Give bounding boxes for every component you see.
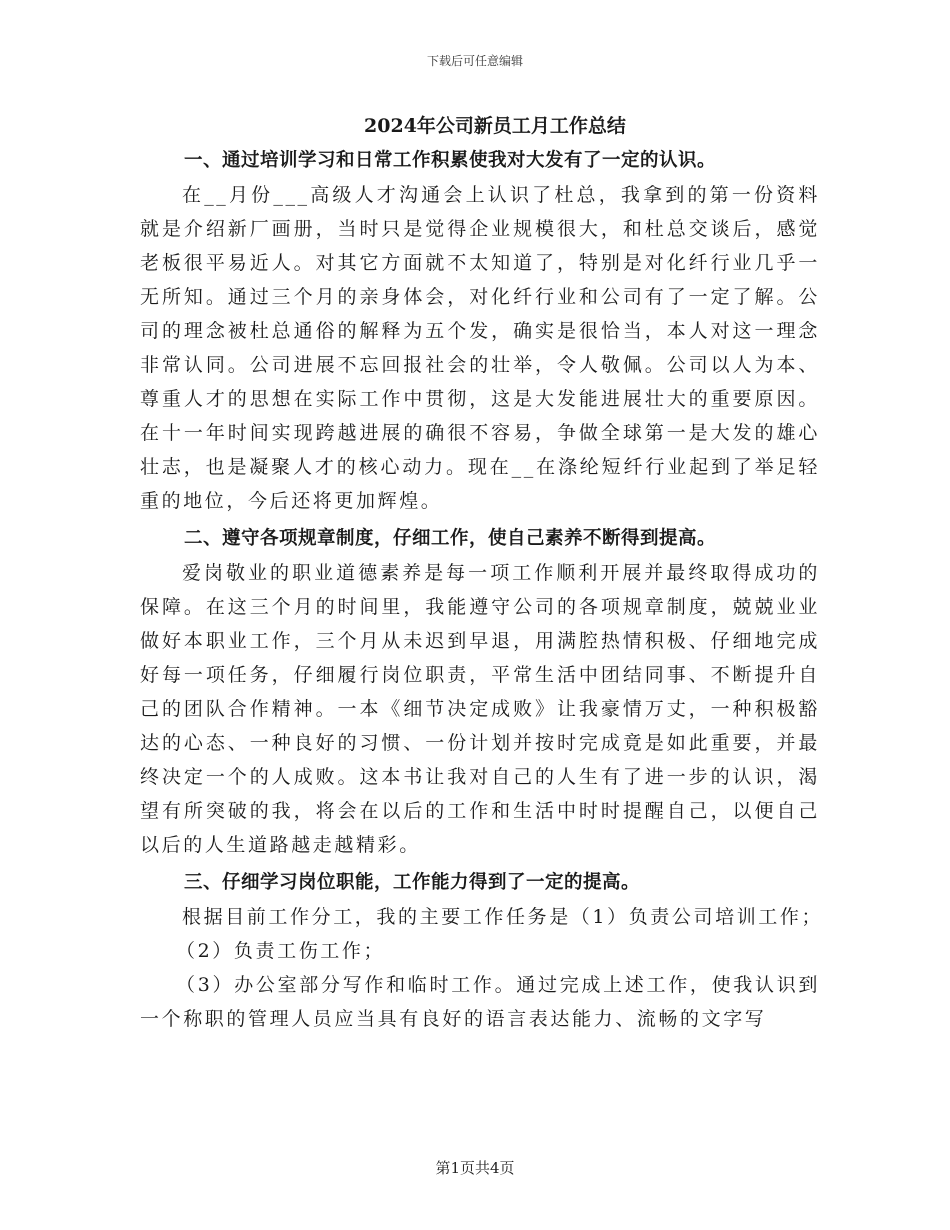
page-header: 下载后可任意编辑 (426, 54, 523, 68)
section-list-item: （2）负责工伤工作； (176, 940, 386, 962)
section-paragraph: 根据目前工作分工，我的主要工作任务是（1）负责公司培训工作； (182, 906, 824, 928)
section-heading: 二、遵守各项规章制度，仔细工作，使自己素养不断得到提高。 (184, 528, 717, 549)
section-2 (140, 522, 820, 862)
section-list-item: （3）办公室部分写作和临时工作。通过完成上述工作，使我认识到一个称职的管理人员应当具有良好的语言表达能力、流畅的文字写 (140, 974, 820, 1030)
section-3 (140, 866, 824, 1036)
section-paragraph: 在__月份___高级人才沟通会上认识了杜总，我拿到的第一份资料就是介绍新厂画册，当时只是觉得企业规模很大，和杜总交谈后，感觉老板很平易近人。对其它方面就不太知道了，特别是对化纤行业几乎一无所知。通过三个月的亲身体会，对化纤行业和公司有了一定了解。公司的理念被杜总通俗的解释为五个发，确实是很恰当，本人对这一理念非常认同。公司进展不忘回报社会的壮举，令人敬佩。公司以人为本、尊重人才的思想在实际工作中贯彻，这是大发能进展壮大的重要原因。在十一年时间实现跨越进展的确很不容易，争做全球第一是大发的雄心壮志，也是凝聚人才的核心动力。现在__在涤纶短纤行业起到了举足轻重的地位，今后还将更加辉煌。 (140, 184, 820, 512)
page-footer: 第1页共4页 (435, 1159, 515, 1177)
section-1 (140, 144, 820, 518)
section-heading: 一、通过培训学习和日常工作积累使我对大发有了一定的认识。 (184, 150, 717, 171)
document-body (140, 112, 824, 1036)
document-title: 2024年公司新员工月工作总结 (364, 115, 626, 137)
section-heading: 三、仔细学习岗位职能，工作能力得到了一定的提高。 (184, 872, 641, 893)
section-paragraph: 爱岗敬业的职业道德素养是每一项工作顺利开展并最终取得成功的保障。在这三个月的时间里，我能遵守公司的各项规章制度，兢兢业业做好本职业工作，三个月从未迟到早退，用满腔热情积极、仔细地完成好每一项任务，仔细履行岗位职责，平常生活中团结同事、不断提升自己的团队合作精神。一本《细节决定成败》让我豪情万丈，一种积极豁达的心态、一种良好的习惯、一份计划并按时完成竟是如此重要，并最终决定一个的人成败。这本书让我对自己的人生有了进一步的认识，渴望有所突破的我，将会在以后的工作和生活中时时提醒自己，以便自己以后的人生道路越走越精彩。 (140, 562, 820, 856)
